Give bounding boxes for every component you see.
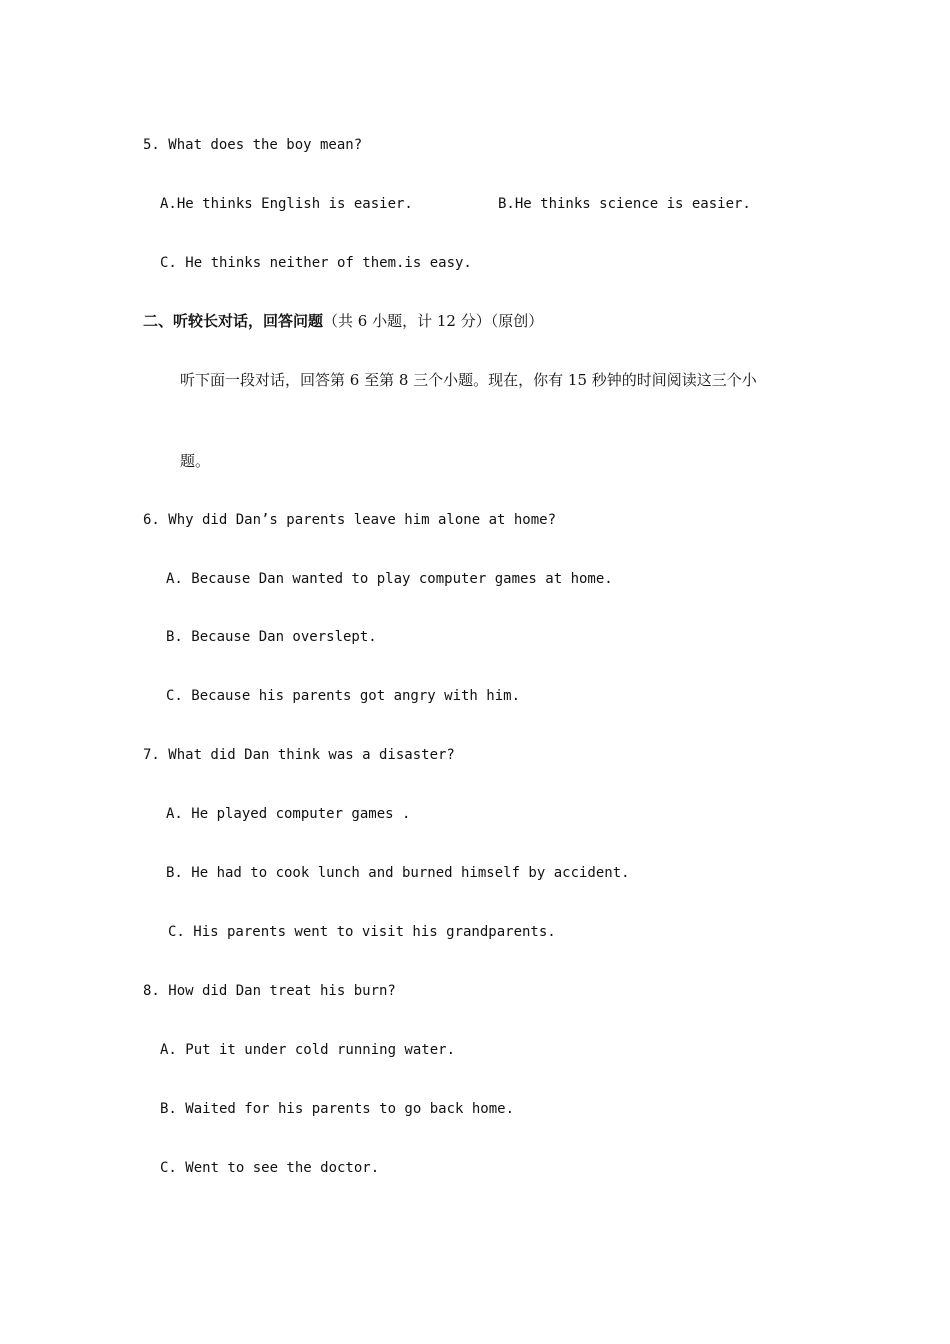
question-8-option-b: B. Waited for his parents to go back home. [160, 1101, 515, 1117]
question-7: 7. What did Dan think was a disaster? [143, 747, 455, 763]
section-2-instruction-line-2: 题。 [180, 452, 211, 470]
question-5-option-c: C. He thinks neither of them.is easy. [160, 255, 472, 271]
question-5: 5. What does the boy mean? [143, 137, 363, 153]
section-2-heading-bold: 二、听较长对话，回答问题 [143, 312, 324, 330]
question-6-option-a: A. Because Dan wanted to play computer games at home. [166, 571, 613, 587]
question-8-option-a: A. Put it under cold running water. [160, 1042, 456, 1058]
question-6: 6. Why did Dan’s parents leave him alone at home? [143, 512, 557, 528]
question-8: 8. How did Dan treat his burn? [143, 983, 396, 999]
question-5-option-a: A.He thinks English is easier. [160, 196, 413, 212]
section-2-instruction-line-1: 听下面一段对话，回答第 6 至第 8 三个小题。现在，你有 15 秒钟的时间阅读这三个小 [180, 371, 757, 389]
section-2-heading [143, 311, 543, 331]
question-7-option-c: C. His parents went to visit his grandparents. [168, 924, 556, 940]
question-5-option-b: B.He thinks science is easier. [498, 196, 751, 212]
section-2-heading-rest: （共 6 小题，计 12 分）（原创） [323, 312, 544, 330]
question-7-option-a: A. He played computer games . [166, 806, 411, 822]
question-8-option-c: C. Went to see the doctor. [160, 1160, 380, 1176]
question-7-option-b: B. He had to cook lunch and burned himself by accident. [166, 865, 630, 881]
question-6-option-b: B. Because Dan overslept. [166, 629, 377, 645]
question-6-option-c: C. Because his parents got angry with him. [166, 688, 521, 704]
